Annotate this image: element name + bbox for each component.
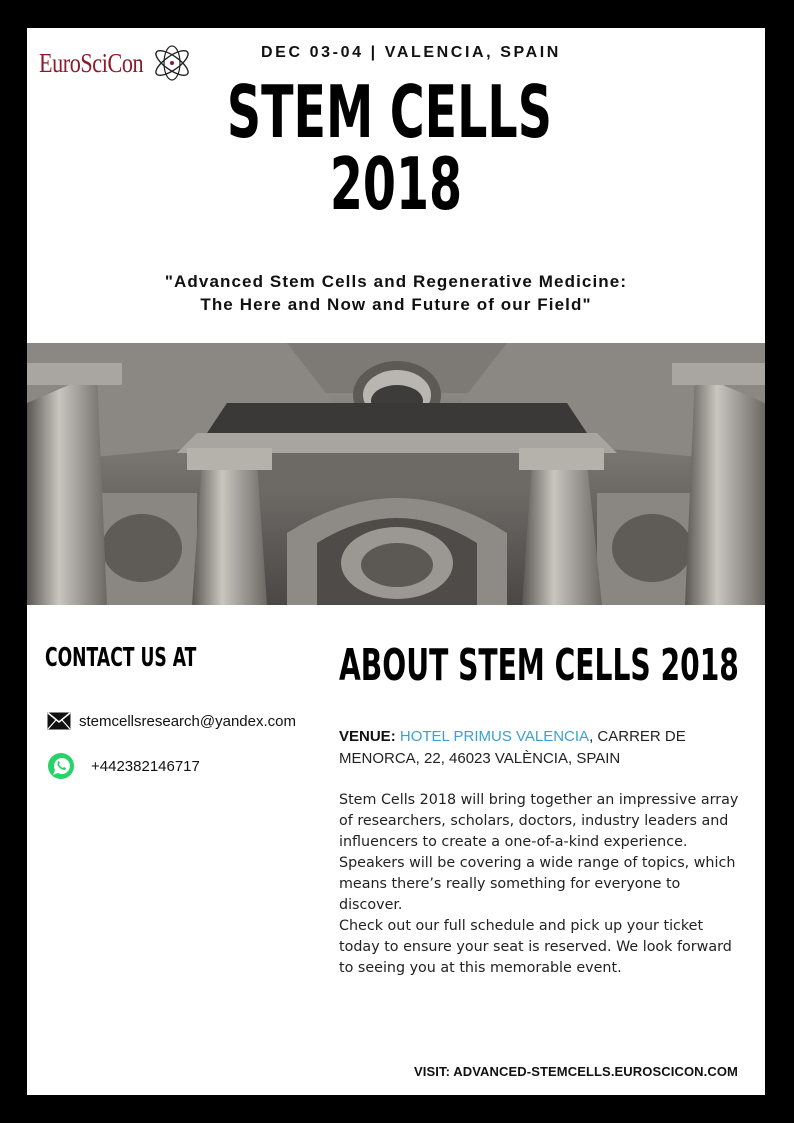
about-paragraph-2: Check out our full schedule and pick up your ticket today to ensure your seat is reserved. We look forward to seeing you at this memorable event. [339,918,732,976]
flyer-page [27,28,765,1095]
subtitle-line-1: "Advanced Stem Cells and Regenerative Medicine: [164,272,628,291]
envelope-icon [47,712,71,730]
contact-phone-row [47,752,200,780]
visit-website[interactable]: VISIT: ADVANCED-STEMCELLS.EUROSCICON.COM [414,1064,738,1079]
event-title [27,70,765,226]
photo-illustration [27,343,765,605]
venue-address: , CARRER DE MENORCA, 22, 46023 VALÈNCIA, SPAIN [339,728,686,767]
venue-colon: : [390,728,396,745]
event-subtitle [27,270,765,316]
contact-email-row [47,712,296,730]
contact-heading: CONTACT US AT [45,643,197,673]
contact-phone[interactable]: +442382146717 [91,757,200,775]
about-paragraph-1: Stem Cells 2018 will bring together an impressive array of researchers, scholars, doctors, industry leaders and influencers to create a one-of-a-kind experience. Speakers will be covering a wide range of topics, which means there’s really something for everyone to discover. [339,792,739,913]
subtitle-line-2: The Here and Now and Future of our Field" [200,295,592,314]
about-body [339,790,739,979]
contact-email[interactable]: stemcellsresearch@yandex.com [79,712,296,730]
logo-text: EuroSciCon [39,47,144,78]
cathedral-facade-photo [27,343,765,605]
title-line-2: 2018 [329,142,463,226]
about-heading: ABOUT STEM CELLS 2018 [339,640,739,691]
venue-hotel-link[interactable]: HOTEL PRIMUS VALENCIA [399,728,590,745]
whatsapp-icon [47,752,75,780]
title-line-1: STEM CELLS [226,70,552,154]
event-dateline: DEC 03-04 | VALENCIA, SPAIN [261,44,561,61]
venue-label: VENUE [339,728,391,745]
venue-info [339,726,739,770]
